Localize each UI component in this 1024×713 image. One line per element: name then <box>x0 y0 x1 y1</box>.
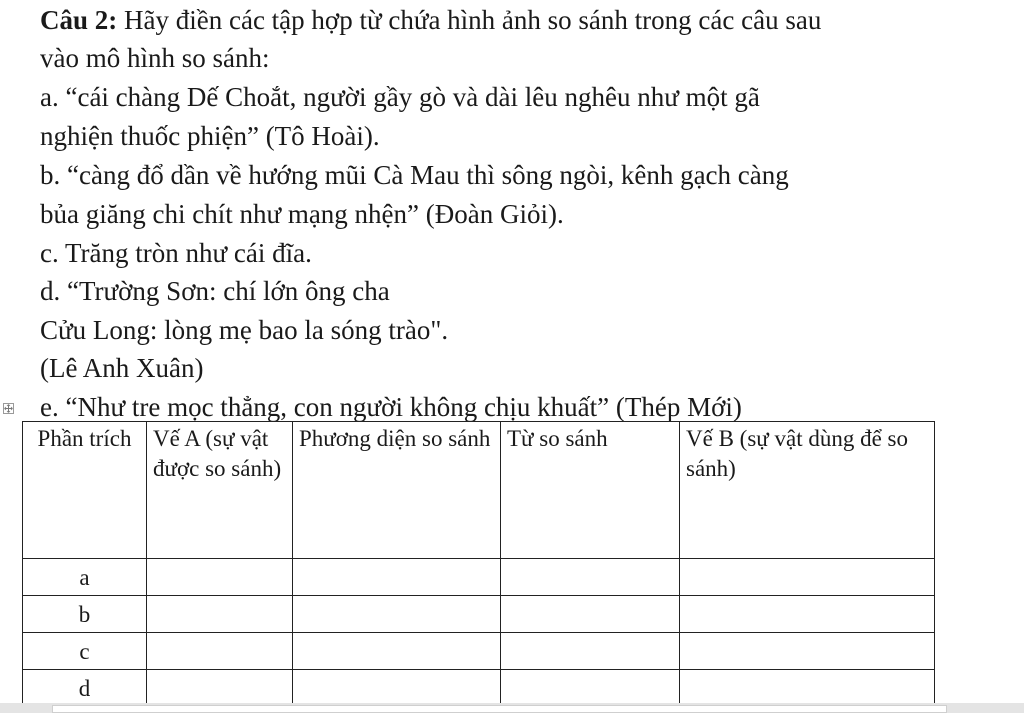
cell-phuong-dien[interactable] <box>293 633 501 670</box>
cell-phuong-dien[interactable] <box>293 559 501 596</box>
question-line-1 <box>40 4 821 36</box>
item-d-author: (Lê Anh Xuân) <box>40 353 204 383</box>
table-row <box>23 559 935 596</box>
cell-ve-b[interactable] <box>680 633 935 670</box>
header-ve-b: Vế B (sự vật dùng để so sánh) <box>680 422 935 559</box>
question-text: Hãy điền các tập hợp từ chứa hình ảnh so sánh trong các câu sau <box>117 5 822 35</box>
cell-phuong-dien[interactable] <box>293 670 501 707</box>
header-phan-trich: Phần trích <box>23 422 147 559</box>
cell-tu-so-sanh[interactable] <box>501 596 680 633</box>
row-label: c <box>23 633 147 670</box>
cell-ve-a[interactable] <box>147 596 293 633</box>
table-move-handle-icon[interactable] <box>3 403 14 414</box>
scrollbar-thumb[interactable] <box>52 705 947 713</box>
question-line-2: vào mô hình so sánh: <box>40 43 270 73</box>
cell-tu-so-sanh[interactable] <box>501 670 680 707</box>
cell-ve-b[interactable] <box>680 670 935 707</box>
cell-tu-so-sanh[interactable] <box>501 633 680 670</box>
cell-ve-a[interactable] <box>147 633 293 670</box>
table-row <box>23 670 935 707</box>
question-label: Câu 2: <box>40 5 118 35</box>
table-header-row <box>23 422 935 559</box>
item-d-line-1: d. “Trường Sơn: chí lớn ông cha <box>40 276 390 306</box>
header-ve-a: Vế A (sự vật được so sánh) <box>147 422 293 559</box>
row-label: a <box>23 559 147 596</box>
item-b-line-1: b. “càng đổ dần về hướng mũi Cà Mau thì sông ngòi, kênh gạch càng <box>40 160 789 190</box>
cell-phuong-dien[interactable] <box>293 596 501 633</box>
cell-ve-a[interactable] <box>147 670 293 707</box>
horizontal-scrollbar[interactable] <box>0 703 1024 713</box>
comparison-table[interactable] <box>22 421 935 707</box>
table-row <box>23 633 935 670</box>
item-a-line-1: a. “cái chàng Dế Choắt, người gầy gò và dài lêu nghêu như một gã <box>40 82 760 112</box>
item-d-line-2: Cửu Long: lòng mẹ bao la sóng trào". <box>40 315 449 345</box>
item-b-line-2: bủa giăng chi chít như mạng nhện” (Đoàn Giỏi). <box>40 199 564 229</box>
item-a-line-2: nghiện thuốc phiện” (Tô Hoài). <box>40 121 380 151</box>
cell-ve-b[interactable] <box>680 596 935 633</box>
item-e: e. “Như tre mọc thẳng, con người không chịu khuất” (Thép Mới) <box>40 392 742 422</box>
item-c: c. Trăng tròn như cái đĩa. <box>40 238 312 268</box>
cell-tu-so-sanh[interactable] <box>501 559 680 596</box>
cell-ve-a[interactable] <box>147 559 293 596</box>
table-row <box>23 596 935 633</box>
cell-ve-b[interactable] <box>680 559 935 596</box>
row-label: b <box>23 596 147 633</box>
header-tu-so-sanh: Từ so sánh <box>501 422 680 559</box>
row-label: d <box>23 670 147 707</box>
header-phuong-dien: Phương diện so sánh <box>293 422 501 559</box>
